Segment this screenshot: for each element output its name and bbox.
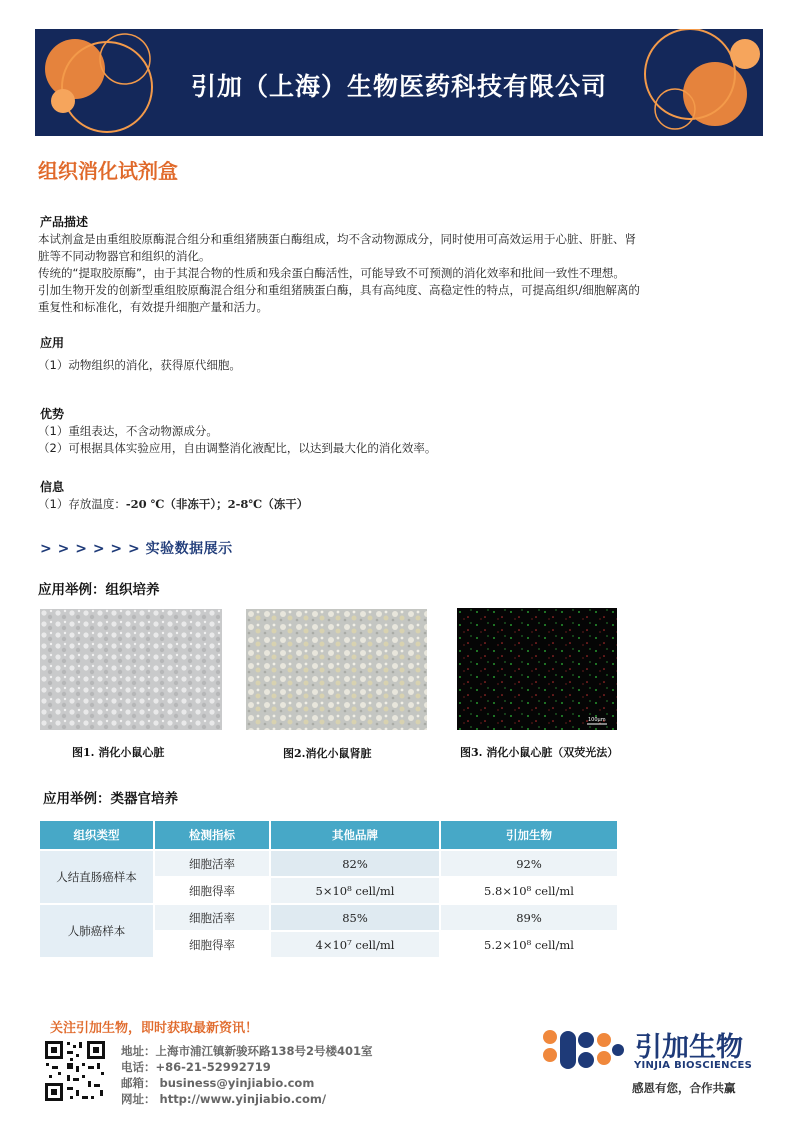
advantage-item: （1）重组表达，不含动物源成分。 bbox=[38, 424, 218, 438]
sample-type-cell: 人结直肠癌样本 bbox=[39, 850, 154, 904]
other-brand-cell: 4×10⁷ cell/ml bbox=[270, 931, 440, 958]
table-row bbox=[39, 850, 618, 877]
description-line: 传统的“提取胶原酶”，由于其混合物的性质和残余蛋白酶活性，可能导致不可预测的消化效率和批间一致性不理想。 bbox=[38, 266, 625, 280]
indicator-cell: 细胞活率 bbox=[154, 904, 270, 931]
column-header: 引加生物 bbox=[440, 820, 618, 850]
qr-code bbox=[43, 1039, 107, 1103]
info-heading: 信息 bbox=[40, 480, 65, 494]
advantage-item: （2）可根据具体实验应用，自由调整消化液配比，以达到最大化的消化效率。 bbox=[38, 441, 437, 455]
brand-logo-icon bbox=[540, 1028, 628, 1074]
company-name: 引加（上海）生物医药科技有限公司 bbox=[190, 72, 607, 101]
advantages-heading: 优势 bbox=[40, 407, 65, 421]
column-header: 组织类型 bbox=[39, 820, 154, 850]
indicator-cell: 细胞活率 bbox=[154, 850, 270, 877]
experiment-heading: > > > > > > 实验数据展示 bbox=[40, 541, 233, 557]
description-line: 脏等不同动物器官和组织的消化。 bbox=[38, 249, 211, 263]
micrograph-image bbox=[457, 608, 617, 730]
description-line: 重复性和标准化，有效提升细胞产量和活力。 bbox=[38, 300, 268, 314]
header-banner bbox=[35, 29, 763, 136]
yinjia-cell: 92% bbox=[440, 850, 618, 877]
example2-heading: 应用举例：类器官培养 bbox=[43, 791, 178, 807]
website-link[interactable]: 网址： http://www.yinjiabio.com/ bbox=[121, 1092, 327, 1106]
logo-mark bbox=[540, 1028, 628, 1074]
mouse-kidney-micrograph bbox=[246, 609, 427, 730]
table-header-row bbox=[39, 820, 618, 850]
application-item: （1）动物组织的消化，获得原代细胞。 bbox=[38, 358, 241, 372]
organoid-result-table bbox=[38, 819, 619, 959]
brand-slogan: 感恩有您，合作共赢 bbox=[632, 1081, 736, 1095]
micrograph-image bbox=[246, 609, 427, 730]
figure1-caption: 图1. 消化小鼠心脏 bbox=[72, 746, 165, 759]
example1-heading: 应用举例：组织培养 bbox=[38, 582, 160, 598]
qr-code-image bbox=[43, 1039, 107, 1103]
brand-name: 引加生物 bbox=[635, 1032, 743, 1063]
other-brand-cell: 5×10⁸ cell/ml bbox=[270, 877, 440, 904]
advantages-list bbox=[38, 423, 436, 457]
storage-info bbox=[38, 496, 308, 513]
sample-type-cell: 人肺癌样本 bbox=[39, 904, 154, 958]
description-line: 引加生物开发的创新型重组胶原酶混合组分和重组猪胰蛋白酶，具有高纯度、高稳定性的特点，可提高组织/细胞解离的 bbox=[38, 283, 640, 297]
scale-bar-label: 100µm bbox=[588, 717, 606, 723]
description-line: 本试剂盒是由重组胶原酶混合组分和重组猪胰蛋白酶组成，均不含动物源成分，同时使用可高效运用于心脏、肝脏、肾 bbox=[38, 232, 636, 246]
description-heading: 产品描述 bbox=[40, 215, 89, 229]
page-title: 组织消化试剂盒 bbox=[38, 159, 178, 183]
column-header: 其他品牌 bbox=[270, 820, 440, 850]
yinjia-cell: 89% bbox=[440, 904, 618, 931]
application-heading: 应用 bbox=[40, 336, 65, 350]
indicator-cell: 细胞得率 bbox=[154, 931, 270, 958]
other-brand-cell: 85% bbox=[270, 904, 440, 931]
other-brand-cell: 82% bbox=[270, 850, 440, 877]
table-row bbox=[39, 904, 618, 931]
micrograph-image bbox=[40, 609, 222, 730]
brand-english-name: YINJIA BIOSCIENCES bbox=[634, 1060, 753, 1071]
description-text bbox=[38, 231, 758, 316]
storage-value: -20 ℃（非冻干）；2-8℃（冻干） bbox=[125, 497, 309, 511]
storage-label: （1）存放温度： bbox=[38, 497, 126, 511]
figure3-caption: 图3. 消化小鼠心脏（双荧光法） bbox=[460, 746, 619, 759]
figure2-caption: 图2.消化小鼠肾脏 bbox=[283, 747, 372, 760]
column-header: 检测指标 bbox=[154, 820, 270, 850]
address-text: 地址：上海市浦江镇新骏环路138号2号楼401室 bbox=[121, 1044, 373, 1058]
yinjia-cell: 5.8×10⁸ cell/ml bbox=[440, 877, 618, 904]
fluorescence-micrograph bbox=[457, 608, 617, 730]
yinjia-cell: 5.2×10⁸ cell/ml bbox=[440, 931, 618, 958]
mouse-heart-micrograph bbox=[40, 609, 222, 730]
phone-text: 电话：+86-21-52992719 bbox=[121, 1060, 271, 1074]
indicator-cell: 细胞得率 bbox=[154, 877, 270, 904]
email-link[interactable]: 邮箱： business@yinjiabio.com bbox=[121, 1076, 315, 1090]
footer-slogan: 关注引加生物，即时获取最新资讯！ bbox=[50, 1021, 259, 1036]
